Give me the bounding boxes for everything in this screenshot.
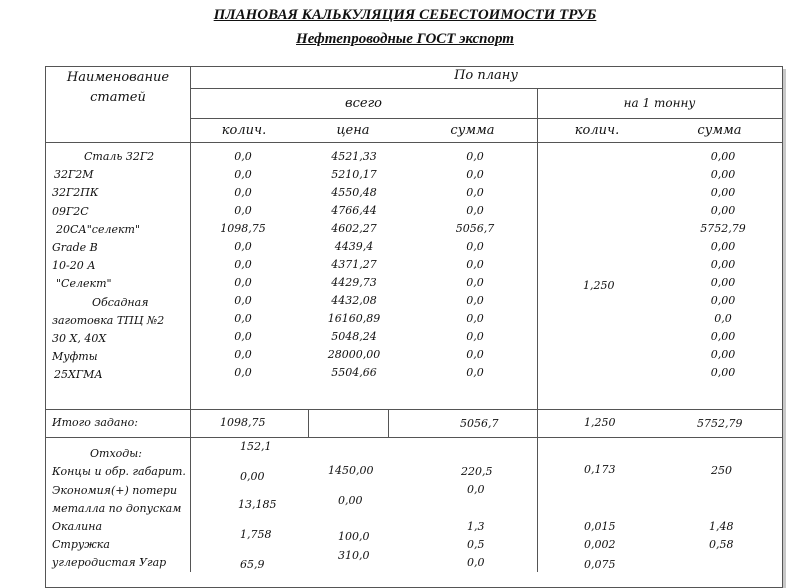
price-cell: 4439,4 [334, 240, 374, 253]
grid-line [308, 409, 309, 437]
header-plan: По плану [454, 68, 518, 83]
sum-cell: 0,0 [466, 348, 484, 361]
waste-qty: 152,1 [240, 440, 272, 453]
price-cell: 4432,08 [331, 294, 377, 307]
price-cell: 4371,27 [331, 258, 377, 271]
grid-line [45, 437, 782, 438]
per-ton-qty: 1,250 [583, 279, 615, 292]
total-label: Итого задано: [52, 416, 138, 429]
item-label: 32Г2М [54, 168, 94, 181]
qty-cell: 0,0 [234, 330, 252, 343]
sum-cell: 0,0 [466, 276, 484, 289]
total-sum: 5056,7 [460, 417, 499, 430]
waste-label: Окалина [52, 520, 103, 533]
per-ton-sum-cell: 0,00 [710, 366, 736, 379]
qty-cell: 0,0 [234, 150, 252, 163]
per-ton-sum-cell: 0,00 [710, 240, 736, 253]
header-qty: колич. [221, 123, 267, 138]
qty-cell: 0,0 [234, 240, 252, 253]
per-ton-sum-cell: 0,00 [710, 348, 736, 361]
item-label: 32Г2ПК [52, 186, 99, 199]
waste-label: Стружка [52, 538, 110, 551]
qty-cell: 0,0 [234, 348, 252, 361]
qty-cell: 0,0 [234, 186, 252, 199]
waste-label: Концы и обр. габарит. [52, 465, 186, 478]
item-label: Сталь 32Г2 [84, 150, 155, 163]
qty-cell: 0,0 [234, 312, 252, 325]
grid-line [388, 409, 389, 437]
header-qty2: колич. [574, 123, 620, 138]
price-cell: 4550,48 [331, 186, 377, 199]
price-cell: 5504,66 [331, 366, 377, 379]
header-per-ton: на 1 тонну [623, 96, 696, 110]
waste-label: углеродистая Угар [52, 556, 167, 569]
price-cell: 16160,89 [327, 312, 381, 325]
item-label: 30 Х, 40Х [52, 332, 107, 345]
price-cell: 4521,33 [331, 150, 377, 163]
page-subtitle: Нефтепроводные ГОСТ экспорт [296, 31, 514, 47]
item-label: Обсадная [92, 296, 149, 309]
qty-column [218, 148, 268, 382]
per-ton-sum-cell: 0,00 [710, 168, 736, 181]
waste-qty2: 0,075 [584, 558, 616, 571]
price-cell: 4602,27 [331, 222, 377, 235]
waste-qty: 65,9 [240, 558, 265, 571]
waste-sum: 220,5 [461, 465, 493, 478]
waste-sum: 0,5 [467, 538, 485, 551]
waste-price: 0,00 [338, 494, 363, 507]
sum-cell: 0,0 [466, 258, 484, 271]
sum-cell: 0,0 [466, 168, 484, 181]
header-sum: сумма [450, 123, 495, 138]
per-ton-sum-cell: 0,00 [710, 276, 736, 289]
sum-cell: 0,0 [466, 204, 484, 217]
price-cell: 4429,73 [331, 276, 377, 289]
waste-price: 100,0 [338, 530, 370, 543]
price-cell: 5048,24 [331, 330, 377, 343]
total-qty2: 1,250 [584, 416, 616, 429]
qty-cell: 1098,75 [220, 222, 266, 235]
waste-qty2: 0,015 [584, 520, 616, 533]
item-label: Grade B [52, 241, 98, 254]
qty-cell: 0,0 [234, 366, 252, 379]
header-price: цена [336, 123, 370, 138]
waste-qty2: 0,173 [584, 463, 616, 476]
waste-qty: 1,758 [240, 528, 272, 541]
sum-column [450, 148, 500, 382]
qty-cell: 0,0 [234, 168, 252, 181]
per-ton-sum-cell: 0,00 [710, 294, 736, 307]
sum-cell: 0,0 [466, 366, 484, 379]
per-ton-sum-column [695, 148, 751, 382]
per-ton-sum-cell: 0,00 [710, 258, 736, 271]
waste-qty: 0,00 [240, 470, 265, 483]
qty-cell: 0,0 [234, 204, 252, 217]
sum-cell: 5056,7 [455, 222, 495, 235]
waste-price: 1450,00 [328, 464, 374, 477]
item-label: 25ХГМА [54, 368, 103, 381]
grid-line [190, 88, 782, 89]
item-label: Муфты [52, 350, 98, 363]
per-ton-sum-cell: 5752,79 [700, 222, 746, 235]
sum-cell: 0,0 [466, 186, 484, 199]
item-label: заготовка ТПЦ №2 [52, 314, 165, 327]
price-cell: 5210,17 [331, 168, 377, 181]
item-label: "Селект" [56, 277, 112, 290]
price-cell: 4766,44 [331, 204, 377, 217]
price-column [322, 148, 386, 382]
waste-sum2: 1,48 [709, 520, 734, 533]
total-qty: 1098,75 [220, 416, 266, 429]
waste-price: 310,0 [338, 549, 370, 562]
header-total: всего [345, 96, 382, 111]
item-label: 09Г2С [52, 205, 89, 218]
qty-cell: 0,0 [234, 276, 252, 289]
sum-cell: 0,0 [466, 330, 484, 343]
header-name-column: Наименование статей [66, 70, 170, 105]
qty-cell: 0,0 [234, 258, 252, 271]
per-ton-sum-cell: 0,0 [714, 312, 732, 325]
grid-line [45, 142, 782, 143]
item-label: 20СА"селект" [56, 223, 141, 236]
page-title: ПЛАНОВАЯ КАЛЬКУЛЯЦИЯ СЕБЕСТОИМОСТИ ТРУБ [213, 7, 597, 23]
qty-cell: 0,0 [234, 294, 252, 307]
grid-line [190, 118, 782, 119]
per-ton-sum-cell: 0,00 [710, 330, 736, 343]
waste-label: Экономия(+) потери [52, 484, 178, 497]
item-label: 10-20 А [52, 259, 96, 272]
header-sum2: сумма [697, 123, 742, 138]
waste-qty: 13,185 [238, 498, 277, 511]
waste-label: Отходы: [90, 447, 142, 460]
price-cell: 28000,00 [327, 348, 381, 361]
waste-sum: 0,0 [467, 483, 485, 496]
per-ton-sum-cell: 0,00 [710, 204, 736, 217]
sum-cell: 0,0 [466, 312, 484, 325]
waste-sum2: 250 [711, 464, 732, 477]
waste-qty2: 0,002 [584, 538, 616, 551]
waste-label: металла по допускам [52, 502, 182, 515]
total-sum2: 5752,79 [697, 417, 743, 430]
grid-line [537, 88, 538, 572]
sum-cell: 0,0 [466, 150, 484, 163]
grid-line [190, 66, 191, 572]
sum-cell: 0,0 [466, 294, 484, 307]
grid-line [45, 409, 782, 410]
waste-sum2: 0,58 [709, 538, 734, 551]
per-ton-sum-cell: 0,00 [710, 186, 736, 199]
per-ton-sum-cell: 0,00 [710, 150, 736, 163]
waste-sum: 0,0 [467, 556, 485, 569]
waste-sum: 1,3 [467, 520, 485, 533]
sum-cell: 0,0 [466, 240, 484, 253]
